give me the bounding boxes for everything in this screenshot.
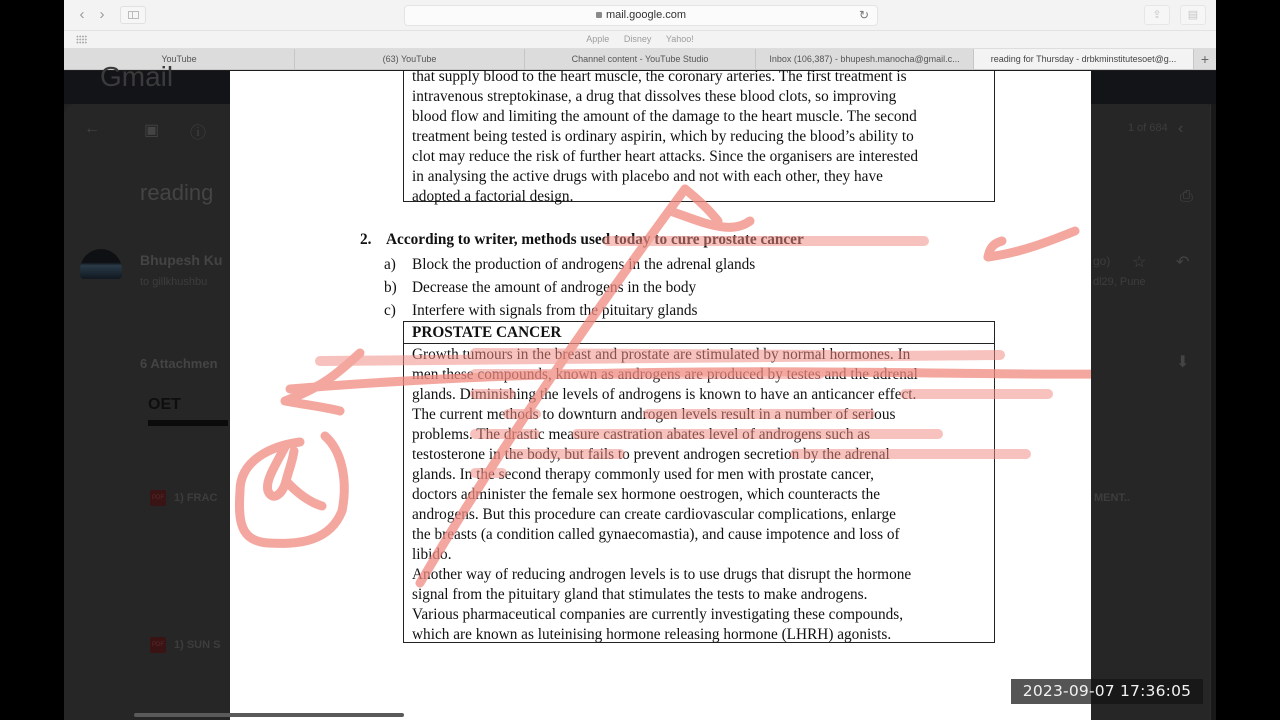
passage-line: men these compounds, known as androgens are produced by testes and the adrenal (412, 366, 918, 383)
passage-line: Another way of reducing androgen levels is to use drugs that disrupt the hormone (412, 566, 912, 583)
chevron-right-icon: › (99, 6, 105, 23)
chevron-left-icon: ‹ (79, 6, 85, 23)
sidebar-icon (128, 11, 139, 19)
favorite-disney[interactable]: Disney (623, 34, 652, 44)
sidebar-toggle-button[interactable] (120, 6, 146, 24)
oet-logo: OET (148, 396, 181, 413)
passage-line: problems. The drastic measure castration abates level of androgens such as (412, 426, 871, 443)
question-2 (360, 230, 804, 250)
show-tabs-button[interactable] (1180, 5, 1206, 25)
passage-line: doctors administer the female sex hormone oestrogen, which counteracts the (412, 486, 881, 503)
share-icon: ⇪ (1152, 9, 1162, 21)
answer-options (384, 253, 755, 322)
sender-location: dl29, Pune (1093, 276, 1146, 288)
passage-line: Various pharmaceutical companies are currently investigating these compounds, (412, 606, 904, 623)
passage-line: that supply blood to the heart muscle, the coronary arteries. The first treatment is (412, 71, 907, 85)
option-c: c) Interfere with signals from the pituitary glands (384, 302, 698, 319)
pdf-icon: PDF (150, 637, 166, 653)
download-all-icon[interactable]: ⬇ (1176, 354, 1190, 371)
report-spam-icon[interactable]: ⓘ (190, 125, 207, 142)
back-arrow-icon[interactable]: ← (84, 120, 100, 137)
horizontal-scrollbar[interactable] (134, 713, 404, 717)
address-bar[interactable] (404, 5, 878, 26)
passage-line: the breasts (a condition called gynaecomastia), and cause impotence and loss of (412, 526, 900, 543)
gmail-scrollbar[interactable] (1210, 104, 1216, 720)
question-number: 2. (360, 231, 372, 248)
safari-window (64, 0, 1216, 720)
favorite-yahoo[interactable]: Yahoo! (665, 34, 694, 44)
newer-icon[interactable]: ‹ (1178, 120, 1184, 137)
passage-line: treatment being tested is ordinary aspirin, which by reducing the blood’s ability to (412, 128, 914, 145)
reply-icon[interactable]: ↶ (1176, 254, 1190, 271)
pagination-count: 1 of 684 (1128, 122, 1168, 134)
option-a: a) Block the production of androgens in the adrenal glands (384, 256, 756, 273)
favorites-bar (64, 31, 1216, 49)
passage-line: testosterone in the body, but fails to prevent androgen secretion by the adrenal (412, 446, 890, 463)
email-date: go) (1093, 254, 1111, 268)
passage-line: adopted a factorial design. (412, 188, 574, 205)
passage-line: which are known as luteinising hormone releasing hormone (LHRH) agonists. (412, 626, 892, 643)
passage-line: glands. In the second therapy commonly used for men with prostate cancer, (412, 466, 874, 483)
tabs-overview-icon: ▤ (1187, 9, 1199, 21)
back-button[interactable] (72, 6, 92, 24)
archive-icon[interactable]: ▣ (144, 122, 160, 139)
sender-name: Bhupesh Ku (140, 252, 223, 268)
favorite-apple[interactable]: Apple (586, 34, 610, 44)
passage-line: libido. (412, 546, 452, 563)
passage-line: blood flow and limiting the amount of the damage to the heart muscle. The second (412, 108, 917, 125)
attachment-1-name[interactable]: 1) FRAC (174, 492, 218, 504)
passage-line: signal from the pituitary gland that stimulates the tests to make androgens. (412, 586, 868, 603)
pdf-icon: PDF (150, 490, 166, 506)
previous-passage-box (403, 71, 995, 205)
email-subject: reading (140, 180, 214, 205)
passage-line: androgens. But this procedure can create cardiovascular complications, enlarge (412, 506, 896, 523)
lock-icon (596, 12, 602, 18)
passage-body (404, 344, 994, 645)
passage-line: Growth tumours in the breast and prostate are stimulated by normal hormones. In (412, 346, 911, 363)
tab-youtube-63[interactable]: (63) YouTube (295, 49, 525, 69)
reload-icon[interactable]: ↻ (858, 8, 869, 22)
sender-avatar (80, 249, 122, 279)
forward-button[interactable] (92, 6, 112, 24)
new-tab-button[interactable] (1194, 49, 1216, 69)
option-b: b) Decrease the amount of androgens in the body (384, 279, 697, 296)
document-page (230, 71, 1091, 720)
plus-icon: + (1200, 51, 1210, 67)
passage-line: clot may reduce the risk of further heart attacks. Since the organisers are interested (412, 148, 919, 165)
recording-timestamp: 2023-09-07 17:36:05 (1011, 679, 1203, 704)
tab-reading-for-thursday[interactable]: reading for Thursday - drbkminstitutesoet@g... (974, 49, 1194, 69)
star-icon[interactable]: ☆ (1132, 254, 1147, 271)
print-icon[interactable]: ⎙ (1180, 188, 1193, 205)
gmail-logo: Gmail (100, 61, 174, 92)
tab-bar (64, 49, 1216, 70)
prostate-cancer-passage-box (403, 321, 995, 643)
passage-line: glands. Diminishing the levels of androgens is known to have an anticancer effect. (412, 386, 917, 403)
attachment-2-name[interactable]: 1) SUN S (174, 639, 221, 651)
share-button[interactable] (1144, 5, 1170, 25)
tab-gmail-inbox[interactable]: Inbox (106,387) - bhupesh.manocha@gmail.c... (756, 49, 974, 69)
attachment-right-name[interactable]: MENT.. (1094, 492, 1131, 504)
attachments-heading: 6 Attachmen (140, 356, 218, 371)
sender-recipients: to gillkhushbu (140, 276, 208, 288)
passage-line: in analysing the active drugs with placebo and not with each other, they have (412, 168, 883, 185)
thumbnail-banner (148, 420, 228, 426)
question-text: According to writer, methods used today to cure prostate cancer (386, 231, 804, 248)
browser-toolbar (64, 0, 1216, 31)
attachment-viewer (230, 71, 1091, 720)
passage-line: The current methods to downturn androgen levels result in a number of serious (412, 406, 896, 423)
passage-title: PROSTATE CANCER (404, 322, 994, 344)
tab-youtube[interactable]: YouTube (64, 49, 295, 69)
url-text: mail.google.com (605, 9, 687, 21)
passage-line: intravenous streptokinase, a drug that dissolves these blood clots, so improving (412, 88, 897, 105)
tab-youtube-studio[interactable]: Channel content - YouTube Studio (525, 49, 756, 69)
